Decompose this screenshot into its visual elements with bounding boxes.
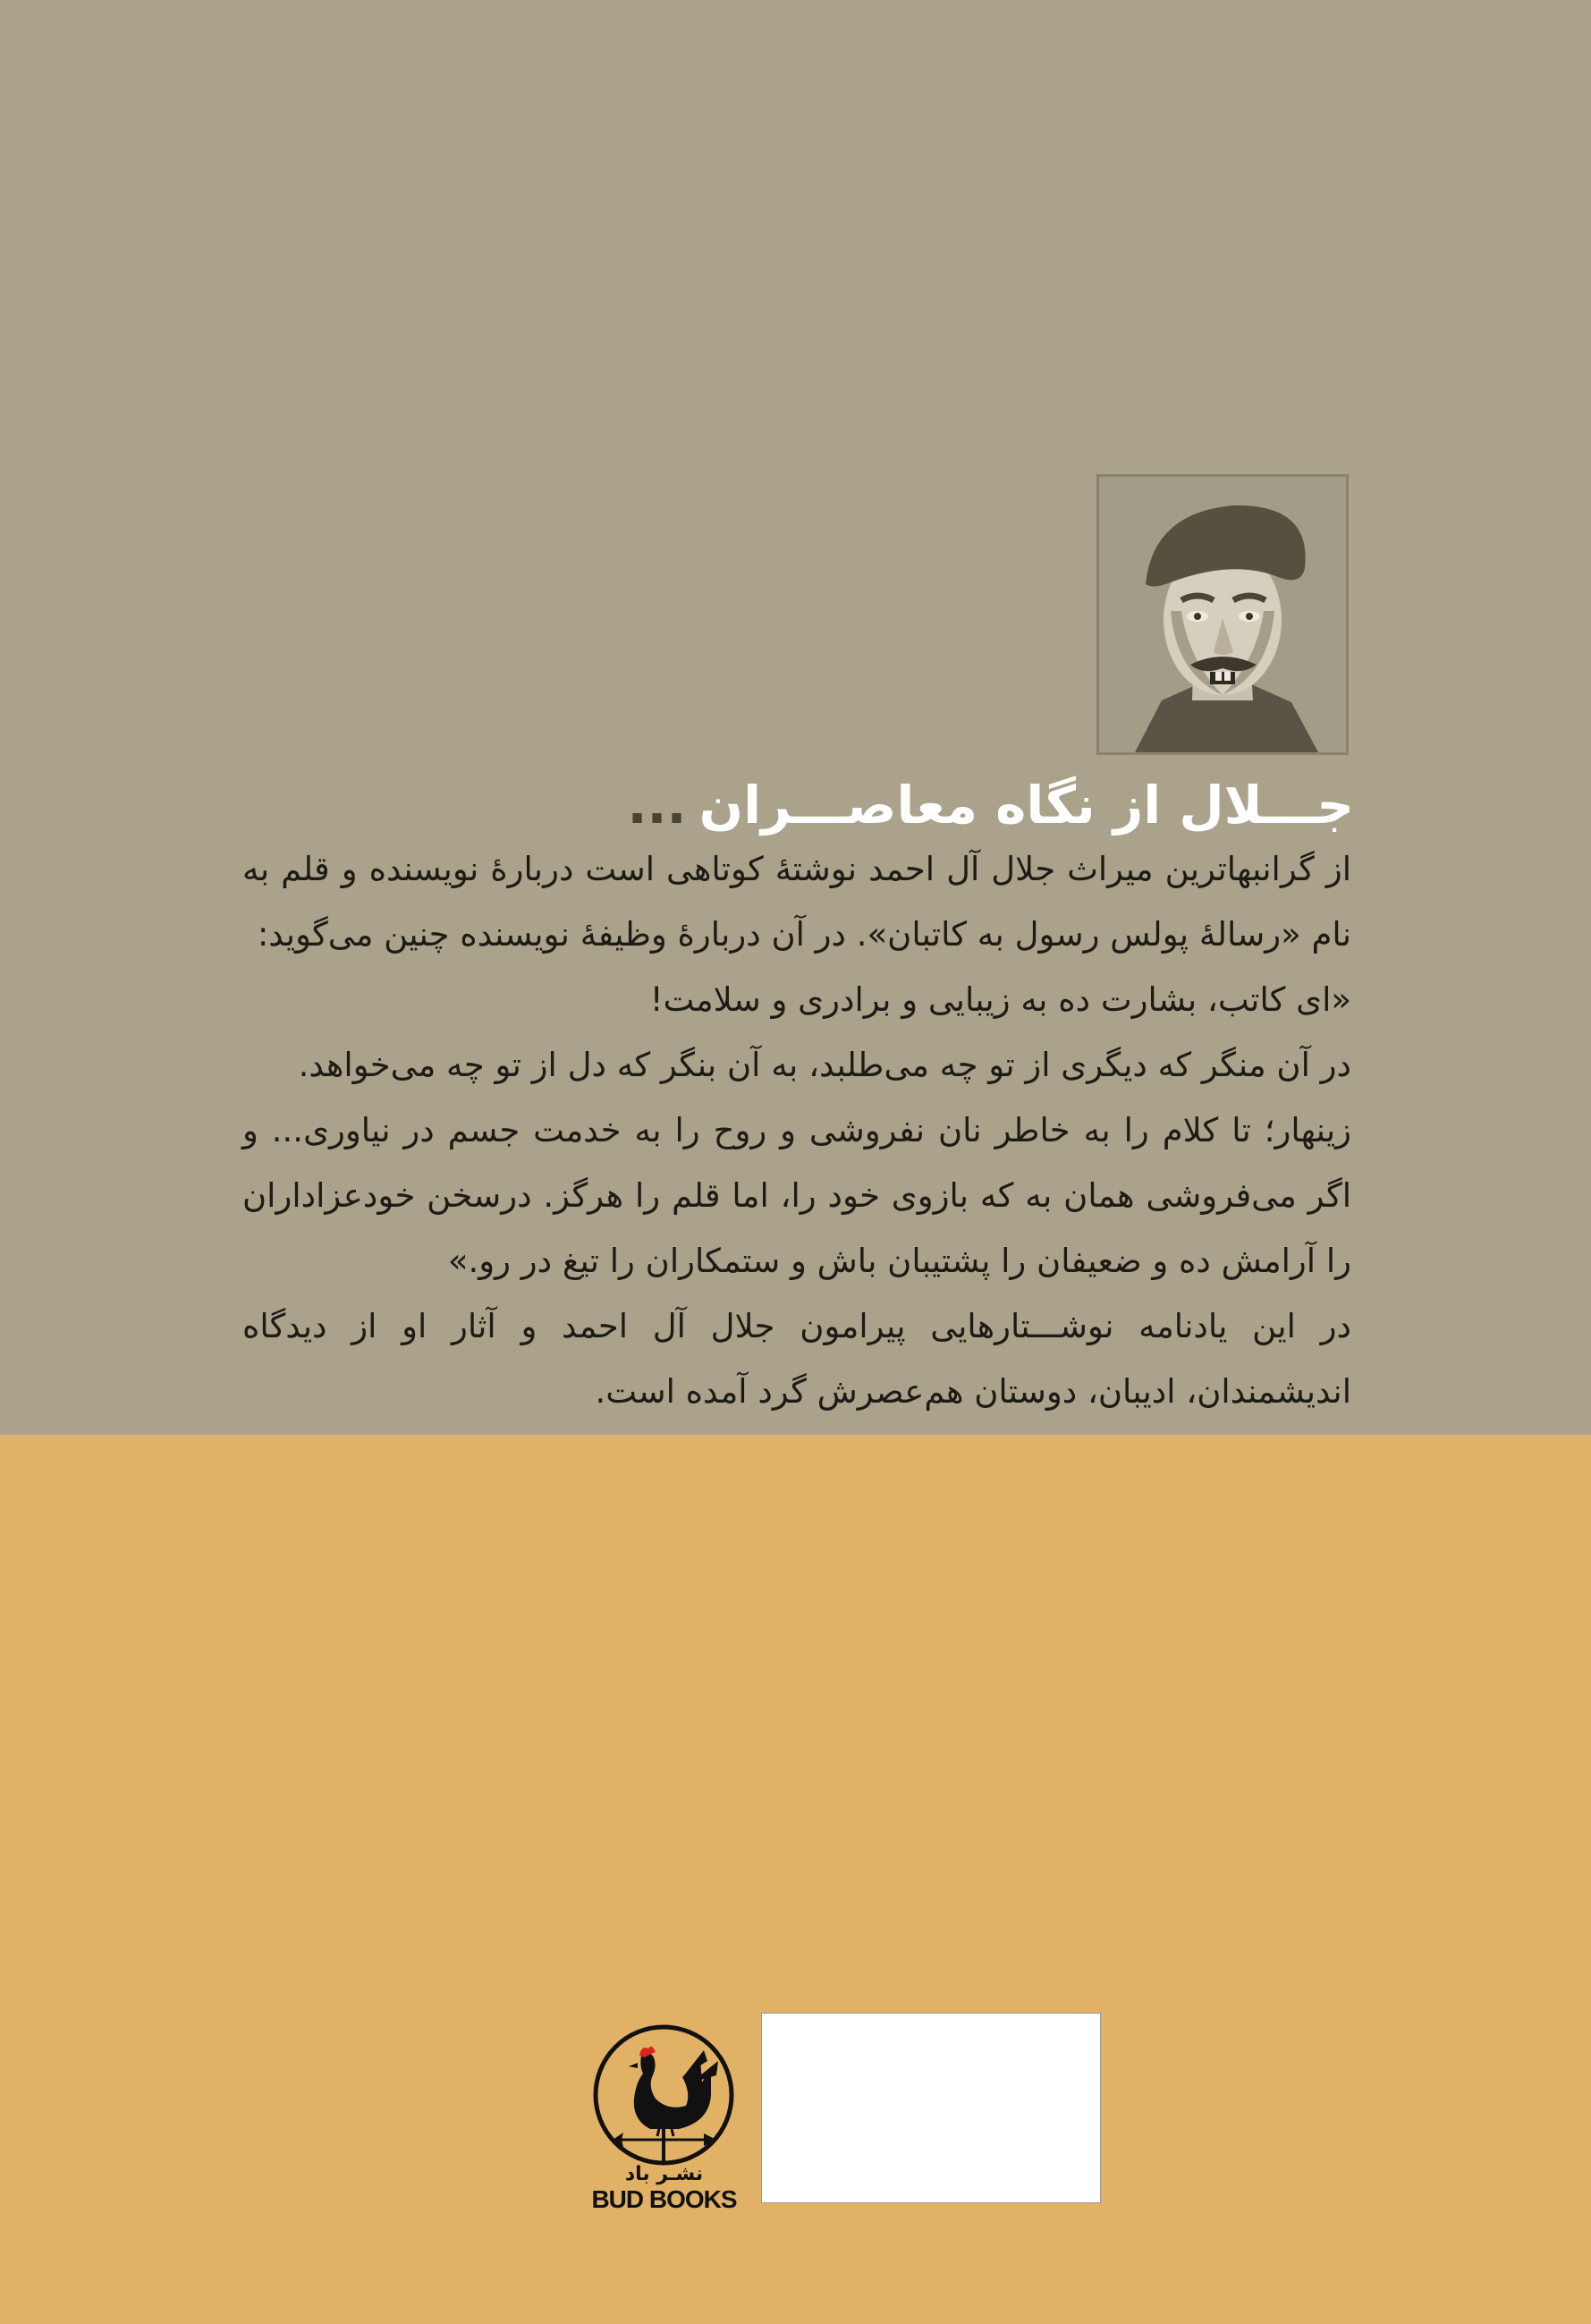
blurb-paragraph-1: از گرانبهاترین میراث جلال آل احمد نوشتهٔ کوتاهی است دربارهٔ نویسنده و قلم به نام «رسالهٔ پولس رسول به کاتبان». در آن دربارهٔ وظیفهٔ نویسنده چنین می‌گوید: <box>242 850 1351 954</box>
publisher-name-fa: نشـر باد <box>624 2163 704 2185</box>
heading-ellipsis: ... <box>627 775 687 835</box>
blurb-paragraph-2: «ای کاتب، بشارت ده به زیبایی و برادری و سلامت! <box>649 980 1351 1019</box>
rooster-weathervane-icon <box>586 2023 742 2167</box>
author-portrait <box>1096 474 1349 755</box>
barcode-area <box>761 2013 1101 2203</box>
blurb-text <box>242 836 1351 1424</box>
blurb-paragraph-3: در آن منگر که دیگری از تو چه می‌طلبد، به آن بنگر که دل از تو چه می‌خواهد. <box>298 1046 1351 1084</box>
blurb-paragraph-5: در این یادنامه نوشـــتارهایی پیرامون جلال آل احمد و آثار او از دیدگاه اندیشمندان، ادیبان، دوستان هم‌عصرش گرد آمده است. <box>242 1307 1351 1411</box>
heading-title: جـــلال از نگاه معاصـــران <box>698 775 1354 835</box>
publisher-name-en: BUD BOOKS <box>591 2185 737 2213</box>
blurb-paragraph-4: زینهار؛ تا کلام را به خاطر نان نفروشی و روح را به خدمت جسم در نیاوری... و اگر می‌فروشی همان به که بازوی خود را، اما قلم را هرگز. درسخن خودعزاداران را آرامش ده و ضعیفان را پشتیبان باش و ستمکاران را تیغ در رو.» <box>242 1111 1351 1280</box>
author-portrait-icon <box>1099 477 1346 752</box>
book-heading <box>627 769 1354 841</box>
